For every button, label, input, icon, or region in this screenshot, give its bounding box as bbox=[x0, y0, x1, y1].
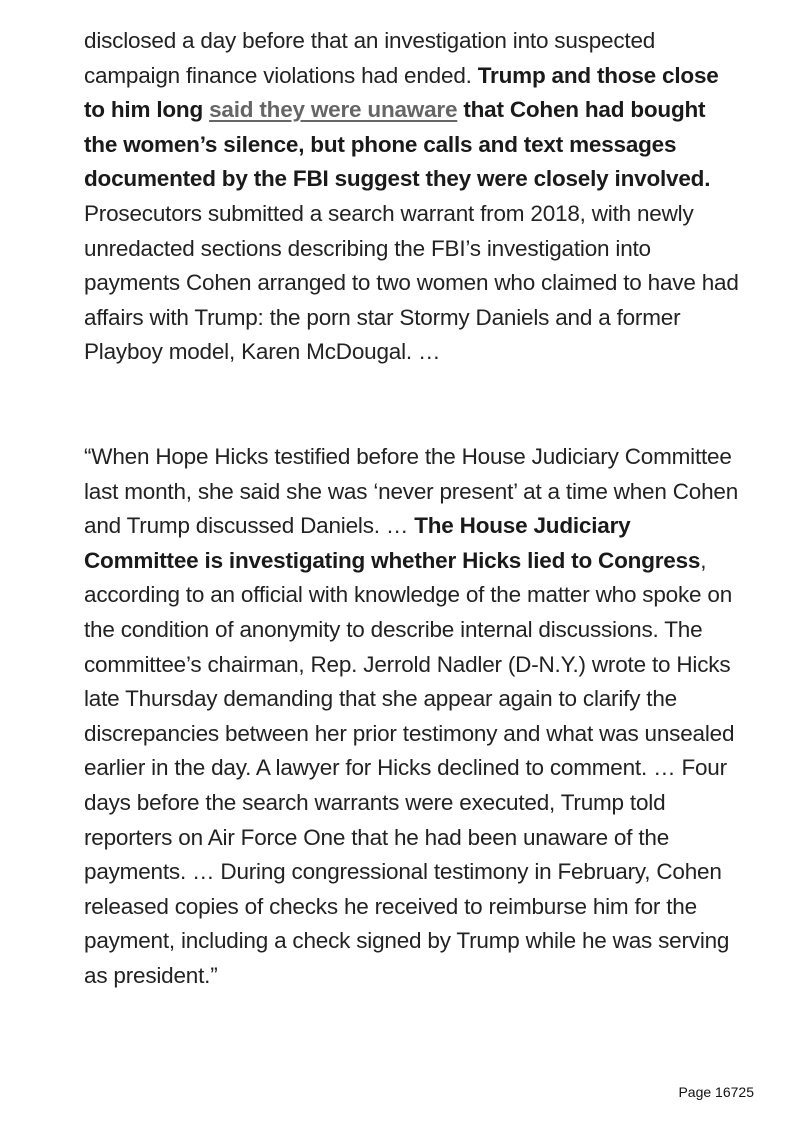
paragraph-1-bold-text-2: that Cohen had bought the women’s silence, but phone calls and text messages documented by the FBI suggest they were closely involved. bbox=[84, 97, 711, 192]
article-paragraph-1 bbox=[84, 24, 744, 370]
paragraph-2-text-2: , according to an official with knowledge of the matter who spoke on the condition of anonymity to describe internal discussions. The committee’s chairman, Rep. Jerrold Nadler (D-N.Y.) wrote to Hicks late Thursday demanding that she appear again to clarify the discrepancies between her prior testimony and what was unsealed earlier in the day. A lawyer for Hicks declined to comment. … Four days before the search warrants were executed, Trump told reporters on Air Force One that he had been unaware of the payments. … During congressional testimony in February, Cohen released copies of checks he received to reimburse him for the payment, including a check signed by Trump while he was serving as president.” bbox=[84, 547, 735, 988]
paragraph-1-text-2: Prosecutors submitted a search warrant from 2018, with newly unredacted sections describing the FBI’s investigation into payments Cohen arranged to two women who claimed to have had affairs with Trump: the porn star Stormy Daniels and a former Playboy model, Karen McDougal. … bbox=[84, 200, 739, 365]
paragraph-1-text-1: disclosed a day before that an investigation into suspected campaign finance violations had ended. bbox=[84, 28, 656, 88]
paragraph-2-bold-1: The House Judiciary Committee is investigating whether Hicks lied to Congress bbox=[84, 513, 701, 573]
paragraph-2-text-1: “When Hope Hicks testified before the House Judiciary Committee last month, she said she was ‘never present’ at a time when Cohen and Trump discussed Daniels. … bbox=[84, 444, 739, 539]
page-number: Page 16725 bbox=[678, 1084, 754, 1100]
paragraph-1-bold-text-1: Trump and those close to him long bbox=[84, 62, 719, 123]
article-paragraph-2 bbox=[84, 440, 744, 994]
said-they-were-unaware-link[interactable]: said they were unaware bbox=[209, 97, 458, 123]
